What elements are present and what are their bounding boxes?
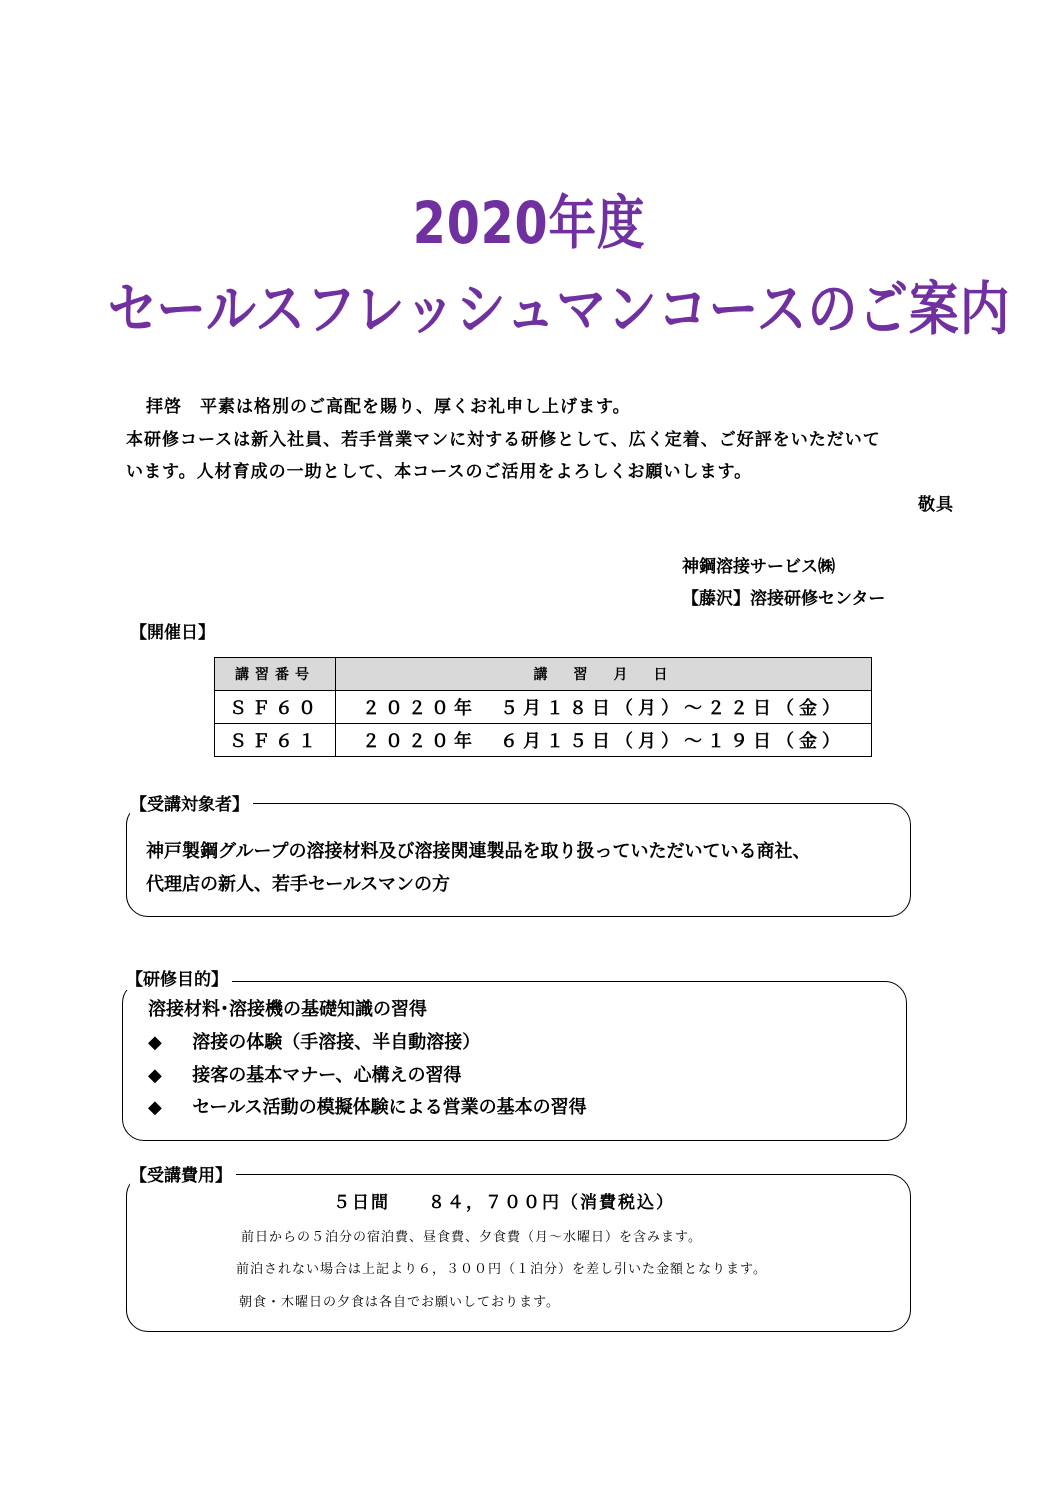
target-label: 【受講対象者】: [130, 790, 253, 815]
target-line-1: 神戸製鋼グループの溶接材料及び溶接関連製品を取り扱っていただいている商社、: [146, 841, 811, 862]
purpose-label: 【研修目的】: [126, 965, 232, 990]
fee-note-2: 前泊されない場合は上記より６，３００円（１泊分）を差し引いた金額となります。: [236, 1262, 767, 1277]
schedule-code: ＳＦ６０: [215, 691, 336, 724]
sender-company: 神鋼溶接サービス㈱: [682, 557, 835, 577]
fee-label: 【受講費用】: [130, 1161, 236, 1186]
schedule-table: [214, 657, 872, 757]
diamond-bullet-icon: ◆: [148, 1097, 162, 1118]
schedule-header-row: [215, 658, 872, 691]
greeting-line-3: います。人材育成の一助として、本コースのご活用をよろしくお願いします。: [126, 462, 753, 482]
greeting-closing: 敬具: [918, 495, 954, 515]
purpose-item: 溶接の体験（手溶接、半自動溶接）: [192, 1032, 481, 1053]
schedule-label: 【開催日】: [130, 623, 215, 643]
diamond-bullet-icon: ◆: [148, 1065, 162, 1086]
list-item: [148, 1091, 587, 1125]
list-item: [148, 1059, 462, 1093]
greeting-line-1: 拝啓 平素は格別のご高配を賜り、厚くお礼申し上げます。: [146, 397, 631, 417]
table-row: [215, 724, 872, 757]
target-line-2: 代理店の新人、若手セールスマンの方: [146, 874, 451, 895]
diamond-bullet-icon: ◆: [148, 1032, 162, 1053]
sender-center: 【藤沢】溶接研修センター: [682, 589, 886, 609]
fee-amount: ５日間 ８４，７００円（消費税込）: [333, 1193, 675, 1213]
greeting-line-2: 本研修コースは新入社員、若手営業マンに対する研修として、広く定着、ご好評をいただいて: [126, 430, 881, 450]
purpose-item: 接客の基本マナー、心構えの習得: [192, 1065, 462, 1086]
purpose-item: セールス活動の模擬体験による営業の基本の習得: [192, 1097, 587, 1118]
list-item: [148, 1026, 480, 1060]
fee-note-1: 前日からの５泊分の宿泊費、昼食費、夕食費（月～水曜日）を含みます。: [241, 1230, 702, 1245]
schedule-dates: ２０２０年 ６月１５日（月）～１９日（金）: [336, 724, 872, 757]
schedule-dates: ２０２０年 ５月１８日（月）～２２日（金）: [336, 691, 872, 724]
fee-note-3: 朝食・木曜日の夕食は各自でお願いしております。: [239, 1295, 560, 1310]
schedule-header-code: 講習番号: [215, 658, 336, 691]
schedule-code: ＳＦ６１: [215, 724, 336, 757]
schedule-header-dates: 講 習 月 日: [336, 658, 872, 691]
purpose-intro: 溶接材料･溶接機の基礎知識の習得: [148, 999, 427, 1020]
table-row: [215, 691, 872, 724]
page-title: 2020年度: [412, 189, 646, 257]
page-subtitle: セールスフレッシュマンコースのご案内: [107, 275, 1011, 343]
